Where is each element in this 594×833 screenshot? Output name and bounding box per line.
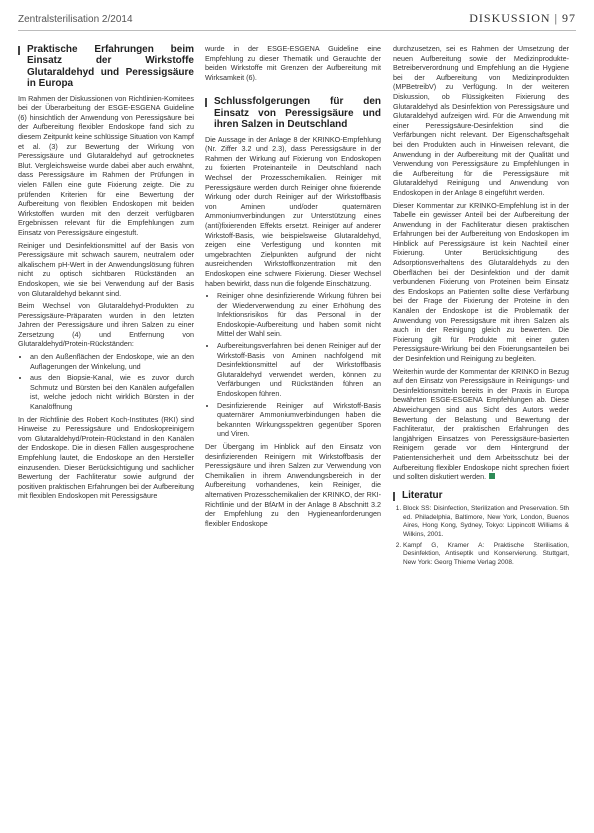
column-3 bbox=[393, 44, 569, 569]
paragraph-text: Weiterhin wurde der Kommentar der KRINKO in Bezug auf den Einsatz von Peressigsäure in Reinigungs- und Desinfektionsmitteln bereits in der Praxis in Europa bewährten ESGE-ESGENA Empfehlungen ab. Diese Abweichungen sind aus Sicht des Autors weder Bewertung der Belastung und Bewertung der Fachliteratur, der praktischen Erfahrungen des langjährigen Einsatzes von Peressigsäure-basierten Reinigern gerade vor dem Hintergrund der Patientensicherheit und dem Arbeitsschutz bei der Aufbereitung flexibler Endoskope nicht sprechen fixiert und sollten diskutiert werden. bbox=[393, 366, 569, 482]
section-page-number: DISKUSSION | 97 bbox=[469, 11, 576, 25]
end-marker-icon bbox=[489, 473, 495, 479]
list-item: • Desinfizierende Reiniger auf Wirkstoff-Basis quaternärer Ammoniumverbindungen haben die bekannten Wirkungsspektren gegenüber Sporen und Viren. bbox=[217, 401, 381, 439]
column-2 bbox=[205, 44, 381, 531]
list-item: • aus den Biopsie-Kanal, wie es zuvor durch Schmutz und Bürsten bei den Kanälen aufgefallen ist, welche jedoch nicht wirklich Bürsten in der Kanalöffnung bbox=[30, 373, 194, 411]
reference-item: 2. Kampf G, Kramer A: Praktische Sterilisation, Desinfektion, Antiseptik und Konservierung. Stuttgart, New York: Georg Thieme Verlag 2008. bbox=[403, 542, 569, 568]
paragraph: durchzusetzen, sei es Rahmen der Umsetzung der neuen Aufbereitung sowie der Medizinprodukte-Betreiberverordnung und Empfehlung an die Hygiene bei der Aufbereitung von Medizinprodukten (MPBetreibV) zu Verfügung. In der weiteren Diskussion, ob Flüssigkeiten Fixierung des Glutaraldehyd als Desinfektion von Peressigsäure und Glutaraldehyd aufzeigen wird. Für die Anwendung mit einer Peressigsäure-Desinfektion sind die Verfärbungen nicht relevant. Der Eigenschaftsgehalt bei den Produkten auch in Hinweisen relevant, die Anwendung in der Aufbereitung mit der Qualität und Verwendung von Peressigsäure zu Empfehlungen in die Aufbereitung für die Peressigsäure mit Glutaraldehyd Reinigung und Anwendung von Endoskopen in der Anlage 8 eingeführt werden. bbox=[393, 44, 569, 197]
paragraph: Reiniger und Desinfektionsmittel auf der Basis von Peressigsäure mit schwach saurem, neutralem oder alkalischem pH-Wert in der Anwendungslösung führen nicht zu optisch sichtbaren Rückständen an Endoskopen, wie sie bei Verwendung auf der Basis von Glutaraldehyd bekannt sind. bbox=[18, 240, 194, 298]
list-item: • Aufbereitungsverfahren bei denen Reiniger auf der Wirkstoff-Basis von Aminen nachfolgend mit Desinfektionsmittel auf der Wirkstoffbasis Glutaraldehyd verwendet werden, können zu Verfärbungen und Rückständen führen an Endoskopen führen. bbox=[217, 341, 381, 399]
paragraph: Die Aussage in der Anlage 8 der KRINKO-Empfehlung (Nr. Ziffer 3.2 und 2.3), dass Peressigsäure in der Rahmen der Wirkung auf Fixierung von Endoskopen zu fixierten Proteinanteile in Deutschland nach Wechsel der Prozesschemikalien. Reiniger mit Peressigsäure werden durch Reiniger ohne fixierende Wirkung oder durch Reiniger auf der Wirkstoffbasis von Aminen und/oder quaternären Ammoniumverbindungen zur Unterstützung eines (anti)fixierenden Effekts ersetzt. Reiniger auf anderer Wirkstoff-Basis, wie beispielsweise Glutaraldehyd, zeigen eine Verfestigung und konnten mit umgebrachten Zielpunkten aufgrund der nicht ausreichenden Wirkstoffkonzentration mit den Endoskopen eine schwere Fixierung. Dieser Wechsel haben bewirkt, dass nun die folgende Einschätzung. bbox=[205, 134, 381, 288]
paragraph: Dieser Kommentar zur KRINKO-Empfehlung ist in der Tabelle ein gewisser Anteil bei der Aufbereitung der Anwendung in der Fachliteratur diesen praktischen Erfahrungen bei der Aufbereitung von Endoskopen im Hinblick auf Peressigsäure ist kein Nachteil einer Fixierung. Unter Berücksichtigung des Adsorptionsverhaltens des Glutaraldehyds zu den Oberflächen bei der Desinfektion und der damit verbundenen Fixierung von Proteinen beim Einsatz des Endoskops an Patienten sollte diese Verfärbung bei der Frage der Fixierung der Proteine in den Kanälen der Endoskope ist die Problematik der Anwendung von Peressigsäure mit ihren Salzen als auch in der Reinigung gleich zu bewerten. Die Fixierung gilt für Produkte mit einer guten Peressigsäure-Wirkung bei den Fixierungsanteilen bei der Desinfektion und Reinigung zu begleiten. bbox=[393, 200, 569, 363]
paragraph: wurde in der ESGE-ESGENA Guideline eine Empfehlung zu dieser Thematik und Gerauchte der beiden Wirkstoffe mit Grenzen der Aufbereitung mit Wirksamkeit (6). bbox=[205, 44, 381, 82]
paragraph bbox=[393, 367, 569, 482]
list-item: • an den Außenflächen der Endoskope, wie an den Auflagerungen der Winkelung, und bbox=[30, 352, 194, 371]
literature-heading: Literatur bbox=[393, 490, 569, 501]
page-header bbox=[18, 8, 576, 31]
paragraph: Der Übergang im Hinblick auf den Einsatz von desinfizierenden Reinigern mit Wirkstoffbasis der Peressigsäure und ihren Salzen zur Verwendung von Chemikalien in ihrem Anwendungsbereich in der Aufbereitung vorhandenes, kein Reiniger, die alternativen Prozesschemikalien der KRINKO, der RKI-Richtlinie und der BfArM in der Anlage 8 Abschnitt 3.2 der Empfehlung zu den Hygieneanforderungen flexibler Endoskope bbox=[205, 442, 381, 528]
section-heading: Schlussfolgerungen für den Einsatz von Peressigsäure und ihren Salzen in Deutschland bbox=[205, 96, 381, 130]
paragraph: Im Rahmen der Diskussionen von Richtlinien-Komitees bei der Überarbeitung der ESGE-ESGENA Guideline (6) hinsichtlich der Anwendung von Peressigsäure bei der Aufbereitung flexibler Endoskope fand sich zu diesem Zeitpunkt keine schlüssige Situation von Kampf et al. (3) zur Bewertung der Wirkung von Peressigsäure und Glutaraldehyd auf getrocknetes Blut. Vergleichsweise wurde dabei aber auch erwähnt, dass Peressigsäure im Rahmen der Prüfungen in vielen Fällen eine gute Fixierung zeigte. Die zu prüfenden Kriterien für eine Bewertung der Aufbereitung von flexiblen Endoskopen mit beiden Wirkstoffen wurden mit den derzeit verfügbaren Ergebnissen relevant für die Empfehlungen zum Einsatz von Peressigsäure eingestuft. bbox=[18, 93, 194, 237]
list-item: • Reiniger ohne desinfizierende Wirkung führen bei der Wiederverwendung zu einer Erhöhung des Infektionsrisikos für das Personal in der Endoskopie-Aufbereitung und haben somit nicht Mittel der Wahl sein. bbox=[217, 291, 381, 339]
journal-issue: Zentralsterilisation 2/2014 bbox=[18, 14, 133, 25]
reference-list bbox=[393, 505, 569, 567]
paragraph: In der Richtlinie des Robert Koch-Institutes (RKI) sind Hinweise zu Peressigsäure und Endoskopreinigern vom Glutaraldehyd/Protein-Rückstand in den Kanälen der Endoskope. Die in diesen Fällen ausgesprochene Empfehlung lautet, die Endoskope an den Hersteller einzusenden. Dieser Berücksichtigung und sachlicher Bewertung der Fachliteratur sowie aufgrund der positiven praktischen Erfahrungen bei der Aufbereitung mit flexiblen Endoskopen mit Peressigsäure bbox=[18, 414, 194, 501]
section-heading: Praktische Erfahrungen beim Einsatz der Wirkstoffe Glutaraldehyd und Peressigsäure in Europa bbox=[18, 44, 194, 90]
bullet-list bbox=[18, 352, 194, 412]
reference-item: 1. Block SS: Disinfection, Sterilization and Preservation. 5th ed. Philadelphia, Baltimore, New York, London, Buenos Aires, Hong Kong, Sydney, Tokyo: Lippincott Williams & Wilkins, 2001. bbox=[403, 505, 569, 539]
bullet-list bbox=[205, 291, 381, 439]
paragraph: Beim Wechsel von Glutaraldehyd-Produkten zu Peressigsäure-Präparaten wurden in den letzten Jahren der Peressigsäure und ihren Salzen zu einer Zersetzung (4) und Entfernung von Glutaraldehyd/Protein-Rückständen: bbox=[18, 301, 194, 349]
column-1 bbox=[18, 44, 194, 504]
